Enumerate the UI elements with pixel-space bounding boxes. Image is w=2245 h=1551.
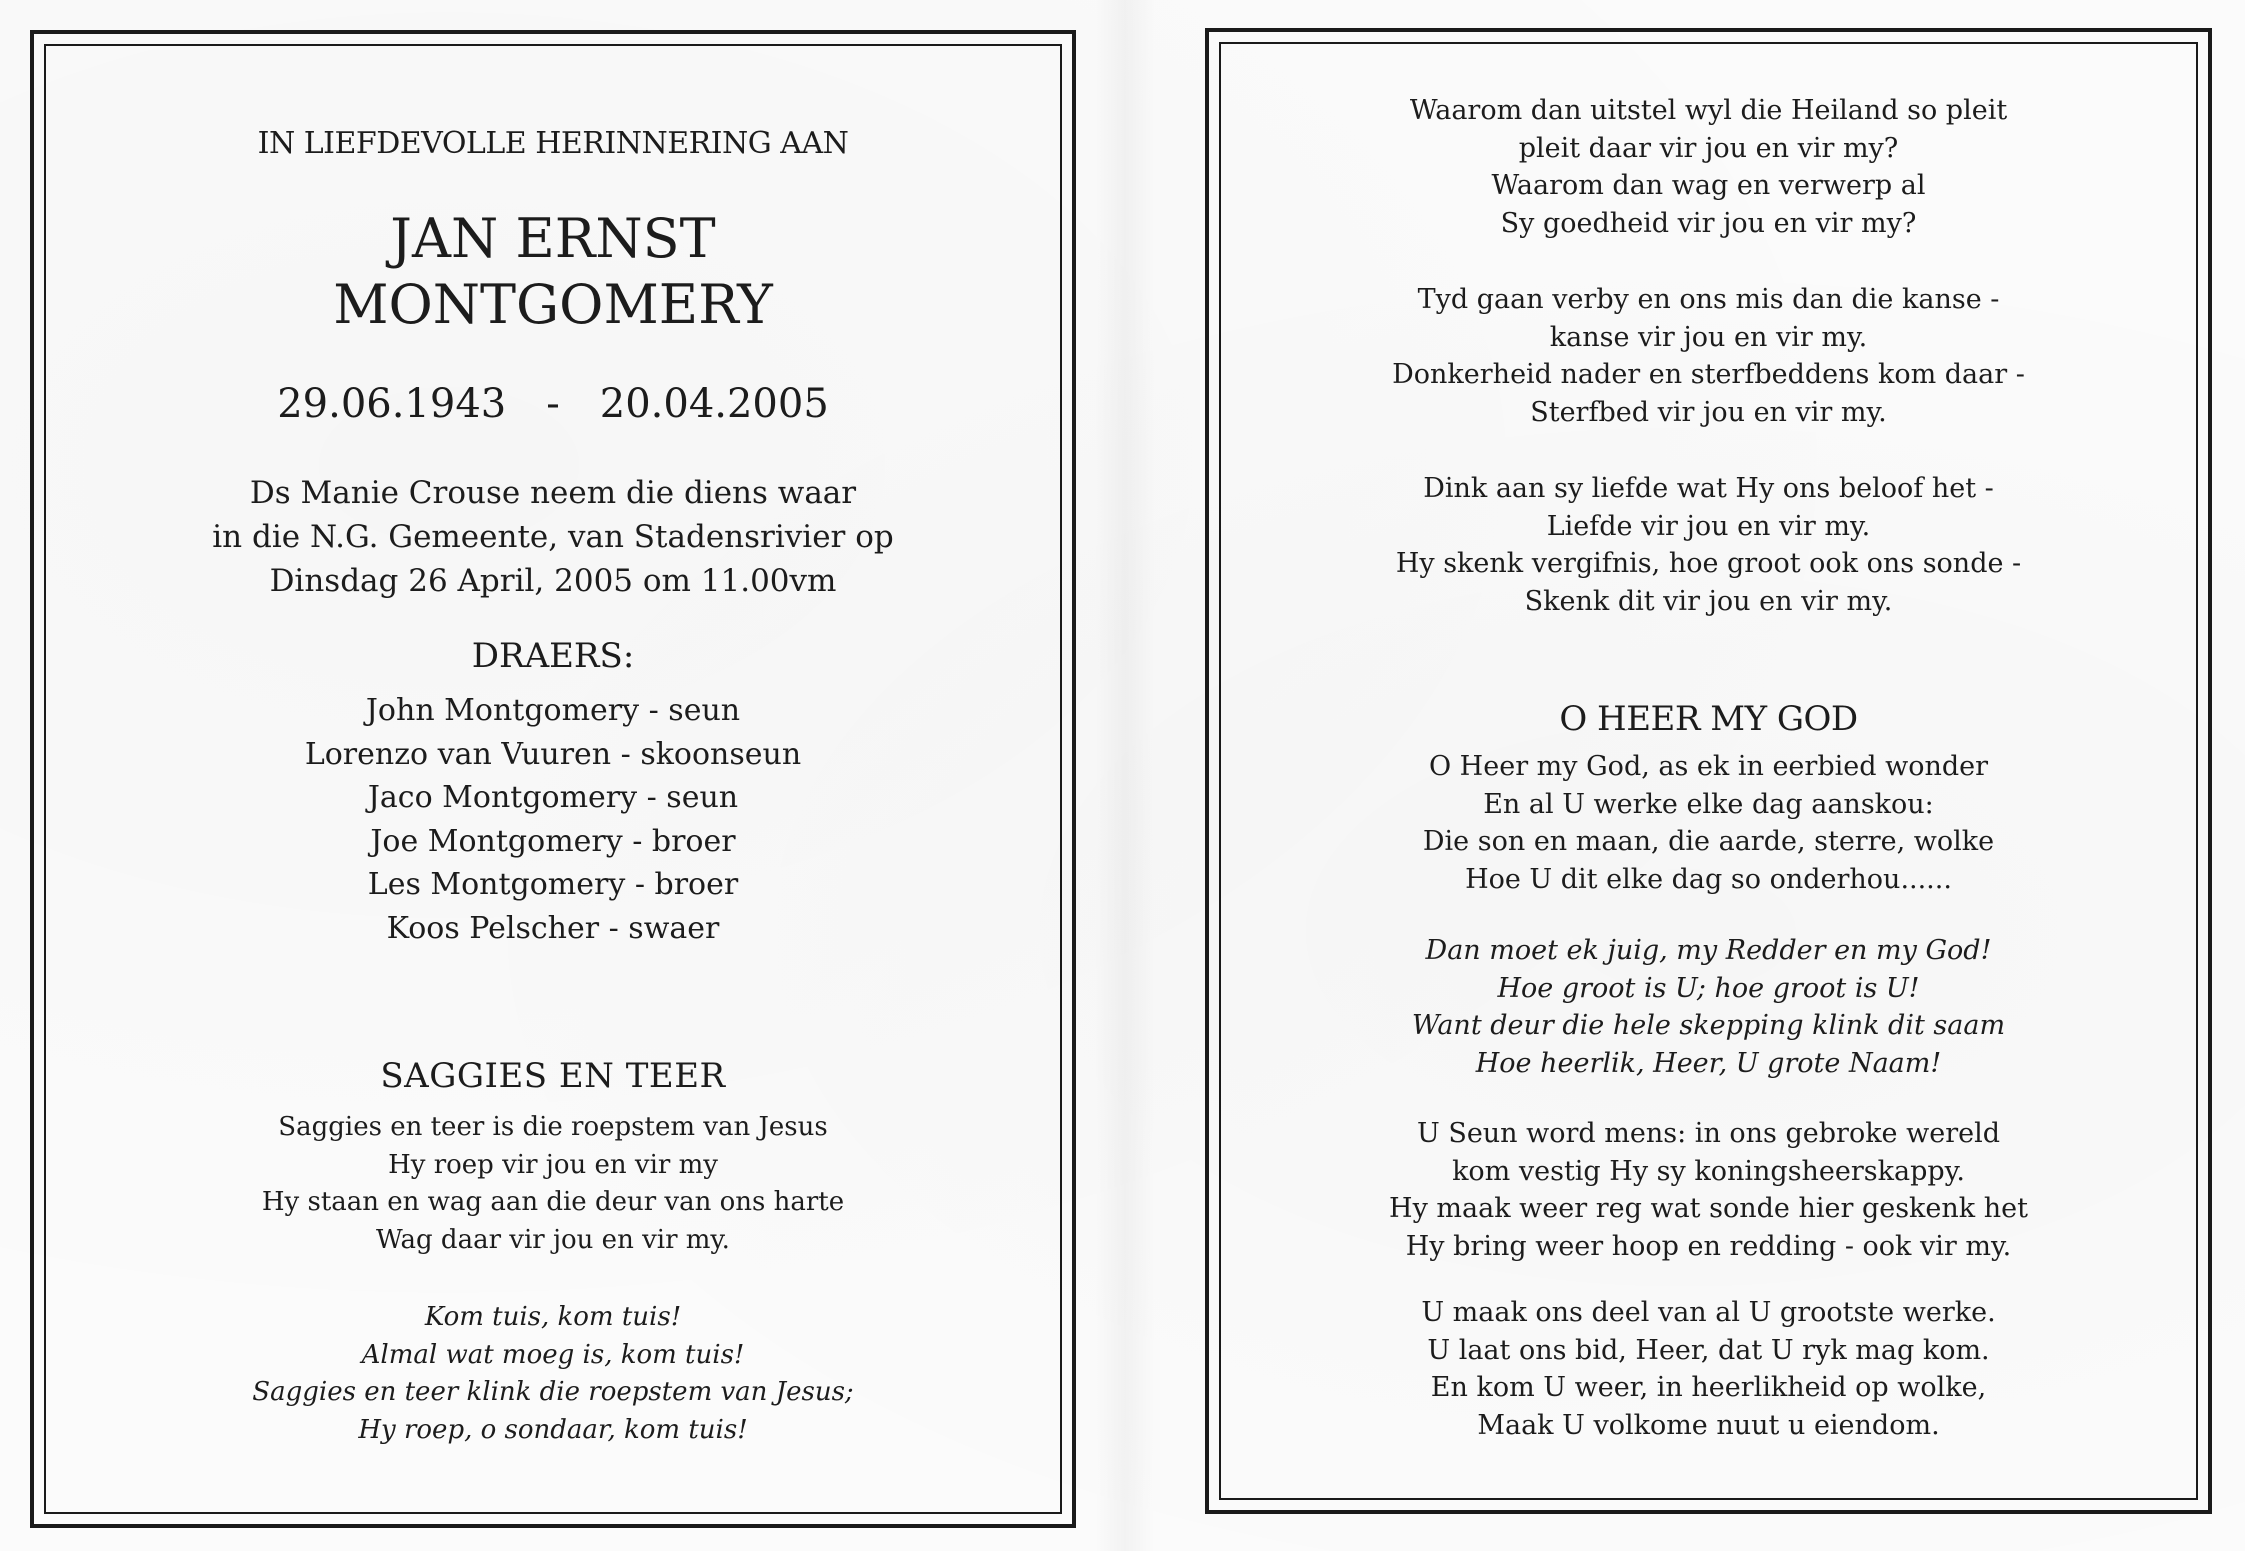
bearer-item: Koos Pelscher - swaer [386, 910, 720, 946]
hymn-chorus [1209, 932, 2208, 1082]
poem-line: Donkerheid nader en sterfbeddens kom daar - [1392, 359, 2025, 390]
hymn-verse [1209, 1294, 2208, 1444]
verse-line: En al U werke elke dag aanskou: [1483, 788, 1934, 820]
bearer-item: Jaco Montgomery - seun [367, 780, 739, 815]
chorus-line: Hy roep, o sondaar, kom tuis! [358, 1414, 748, 1445]
hymn-verse [1209, 748, 2208, 898]
verse-line: Wag daar vir jou en vir my. [376, 1224, 730, 1255]
verse-line: Hy staan en wag aan die deur van ons harte [261, 1187, 845, 1217]
bearer-item: Joe Montgomery - broer [370, 823, 736, 859]
name-line: JAN ERNST [390, 207, 716, 270]
chorus-line: Hoe heerlik, Heer, U grote Naam! [1475, 1047, 1942, 1079]
verse-line: Die son en maan, die aarde, sterre, wolke [1422, 826, 1995, 857]
hymn-title-text: O HEER MY GOD [1559, 699, 1858, 739]
poem-stanza [1209, 470, 2208, 620]
poem-line: Tyd gaan verby en ons mis dan die kanse - [1417, 284, 2000, 315]
hymn-title-text: SAGGIES EN TEER [380, 1056, 726, 1096]
service-line: Ds Manie Crouse neem die diens waar [249, 475, 857, 511]
poem-line: Dink aan sy liefde wat Hy ons beloof het - [1423, 473, 1994, 504]
service-details [34, 471, 1072, 603]
center-fold [1095, 0, 1155, 1551]
bearers-list [34, 689, 1072, 950]
left-panel [30, 30, 1076, 1528]
poem-line: Sy goedheid vir jou en vir my? [1500, 207, 1917, 239]
hymn-verse [34, 1109, 1072, 1259]
chorus-line: Want deur die hele skepping klink dit saam [1411, 1010, 2006, 1041]
poem-line: Hy skenk vergifnis, hoe groot ook ons sonde - [1395, 548, 2022, 579]
bearers-heading-text: DRAERS: [471, 636, 635, 676]
right-panel [1205, 28, 2212, 1514]
chorus-line: Hoe groot is U; hoe groot is U! [1497, 972, 1920, 1004]
verse-line: O Heer my God, as ek in eerbied wonder [1428, 751, 1989, 782]
verse-line: Hoe U dit elke dag so onderhou...... [1465, 863, 1952, 895]
verse-line: Hy maak weer reg wat sonde hier geskenk het [1389, 1193, 2028, 1224]
hymn-title [34, 1056, 1072, 1096]
verse-line: En kom U weer, in heerlikheid op wolke, [1430, 1372, 1987, 1403]
chorus-line: Dan moet ek juig, my Redder en my God! [1425, 935, 1992, 966]
verse-line: Saggies en teer is die roepstem van Jesus [278, 1112, 828, 1142]
name-line: MONTGOMERY [333, 273, 773, 336]
hymn-title [1209, 699, 2208, 739]
verse-line: U Seun word mens: in ons gebroke wereld [1416, 1118, 2001, 1149]
chorus-line: Almal wat moeg is, kom tuis! [361, 1339, 745, 1370]
poem-line: Liefde vir jou en vir my. [1546, 510, 1871, 542]
poem [1209, 92, 2208, 659]
deceased-name [34, 206, 1072, 338]
poem-line: pleit daar vir jou en vir my? [1518, 132, 1899, 164]
poem-line: Waarom dan uitstel wyl die Heiland so pleit [1409, 95, 2008, 126]
death-date: 20.04.2005 [599, 381, 829, 427]
memorial-header-text: IN LIEFDEVOLLE HERINNERING AAN [257, 126, 849, 161]
poem-line: Waarom dan wag en verwerp al [1491, 170, 1926, 201]
bearer-item: Lorenzo van Vuuren - skoonseun [304, 736, 802, 772]
verse-line: Maak U volkome nuut u eiendom. [1477, 1409, 1940, 1441]
hymn-chorus [34, 1299, 1072, 1449]
life-dates [34, 381, 1072, 427]
bearers-heading [34, 636, 1072, 676]
memorial-header [34, 126, 1072, 161]
chorus-line: Kom tuis, kom tuis! [424, 1302, 682, 1332]
poem-stanza [1209, 281, 2208, 431]
poem-line: Sterfbed vir jou en vir my. [1530, 396, 1887, 428]
poem-line: Skenk dit vir jou en vir my. [1524, 585, 1893, 617]
birth-date: 29.06.1943 [277, 381, 507, 427]
poem-line: kanse vir jou en vir my. [1549, 321, 1868, 353]
verse-line: U maak ons deel van al U grootste werke. [1421, 1297, 1996, 1328]
poem-stanza [1209, 92, 2208, 242]
bearer-item: John Montgomery - seun [365, 693, 741, 728]
verse-line: Hy bring weer hoop en redding - ook vir my. [1405, 1230, 2012, 1262]
service-line: Dinsdag 26 April, 2005 om 11.00vm [269, 563, 837, 599]
verse-line: U laat ons bid, Heer, dat U ryk mag kom. [1427, 1334, 1990, 1366]
bearer-item: Les Montgomery - broer [367, 867, 739, 902]
service-line: in die N.G. Gemeente, van Stadensrivier op [212, 519, 894, 555]
verse-line: kom vestig Hy sy koningsheerskappy. [1452, 1155, 1965, 1187]
chorus-line: Saggies en teer klink die roepstem van Jesus; [252, 1377, 854, 1407]
date-separator: - [546, 381, 560, 427]
hymn-verse [1209, 1115, 2208, 1265]
verse-line: Hy roep vir jou en vir my [388, 1149, 718, 1180]
